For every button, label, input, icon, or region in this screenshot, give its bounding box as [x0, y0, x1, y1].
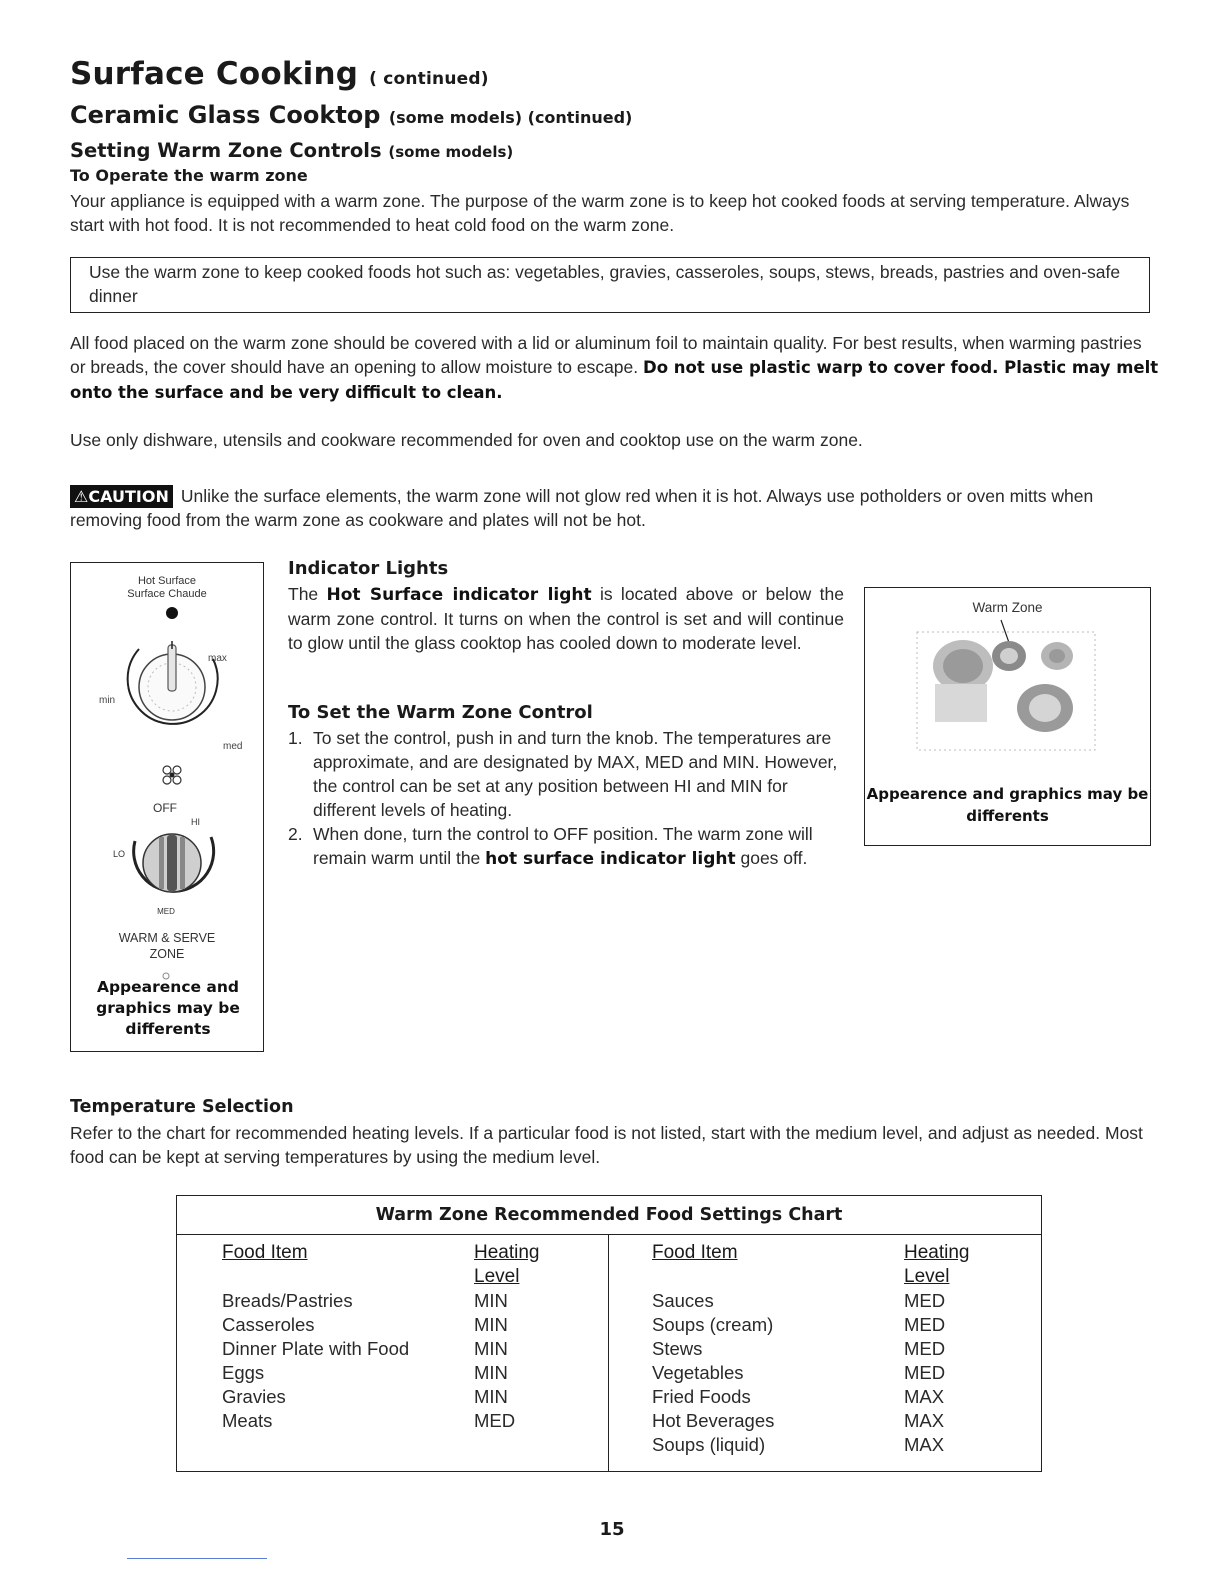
level-cell: MIN: [474, 1290, 508, 1311]
page-title-suffix: ( continued): [369, 69, 489, 89]
left-heating-header-1: Heating: [474, 1242, 540, 1263]
table-row: [222, 1361, 592, 1385]
step-1-text: To set the control, push in and turn the knob. The temperatures are approximate, and are designated by MAX, MED and MIN. However, the control can be set at any position between HI and MIN for different levels of heating.: [313, 728, 838, 820]
hi-label: HI: [191, 817, 200, 827]
food-cell: Gravies: [222, 1386, 286, 1407]
step-1: [288, 726, 844, 822]
food-cell: Casseroles: [222, 1314, 315, 1335]
level-cell: MIN: [474, 1338, 508, 1359]
warm-zone-diagram-box: [864, 587, 1151, 846]
food-cell: Fried Foods: [652, 1386, 751, 1407]
caution-badge: [70, 485, 173, 508]
zone-label-line2: ZONE: [149, 947, 185, 961]
subtitle-text: Ceramic Glass Cooktop: [70, 101, 381, 129]
food-cell: Meats: [222, 1410, 273, 1431]
footer-rule: [127, 1558, 267, 1559]
subtitle: [70, 101, 632, 129]
table-row: [652, 1361, 1022, 1385]
subsection-heading: To Operate the warm zone: [70, 166, 308, 185]
off-label: OFF: [153, 801, 177, 815]
chart-title: Warm Zone Recommended Food Settings Chart: [177, 1196, 1041, 1235]
table-row: [652, 1289, 1022, 1313]
table-row: [652, 1337, 1022, 1361]
right-column: [652, 1289, 1022, 1457]
food-cell: Dinner Plate with Food: [222, 1338, 410, 1359]
control-diagram-box: [70, 562, 264, 1052]
step-2-number: 2.: [288, 824, 303, 844]
med2-label: MED: [157, 907, 175, 916]
table-row: [652, 1433, 1022, 1457]
level-cell: MED: [904, 1314, 946, 1335]
table-row: [222, 1409, 592, 1433]
table-row: [222, 1313, 592, 1337]
hot-surface-label-fr: Surface Chaude: [127, 588, 207, 600]
zone-label: [71, 930, 263, 962]
food-cell: Hot Beverages: [652, 1410, 775, 1431]
food-cell: Soups (cream): [652, 1314, 774, 1335]
section-heading-suffix: (some models): [388, 143, 514, 161]
caution-text: Unlike the surface elements, the warm zone will not glow red when it is hot. Always use potholders or oven mitts when removing food from the warm zone as cookware and plates will not be hot.: [70, 486, 1094, 530]
indicator-post: is located above or below the warm zone control. It turns on when the control is set and will continue to glow until the glass cooktop has cooled down to moderate level.: [288, 584, 844, 653]
step-2: [288, 822, 844, 871]
step-2-text: [313, 822, 844, 871]
level-cell: MED: [904, 1290, 946, 1311]
step-1-number: 1.: [288, 728, 303, 748]
page-title: [70, 56, 489, 92]
hot-surface-label: [71, 575, 263, 601]
temperature-heading: Temperature Selection: [70, 1097, 294, 1117]
med-label: med: [223, 741, 243, 752]
level-cell: MIN: [474, 1386, 508, 1407]
cooktop-diagram: [915, 616, 1100, 756]
min-label: min: [99, 695, 116, 706]
set-control-heading: To Set the Warm Zone Control: [288, 702, 593, 723]
burner-icon: [935, 684, 987, 722]
knob-pointer-icon: [168, 645, 176, 691]
level-cell: MED: [904, 1338, 946, 1359]
food-cell: Vegetables: [652, 1362, 744, 1383]
page-title-text: Surface Cooking: [70, 56, 359, 92]
caution-paragraph: [70, 484, 1160, 532]
warning-icon: ⚠: [74, 487, 89, 506]
section-heading-text: Setting Warm Zone Controls: [70, 139, 382, 162]
food-cell: Sauces: [652, 1290, 714, 1311]
intro-paragraph: Your appliance is equipped with a warm zone. The purpose of the warm zone is to keep hot cooked foods at serving temperature. Always start with hot food. It is not recommended to heat cold food on the warm zone.: [70, 191, 1130, 235]
left-food-header: Food Item: [222, 1242, 308, 1263]
zone-label-line1: WARM & SERVE: [118, 931, 216, 945]
table-row: [652, 1409, 1022, 1433]
right-heating-header-1: Heating: [904, 1242, 970, 1263]
table-row: [652, 1313, 1022, 1337]
food-cell: Stews: [652, 1338, 703, 1359]
step-2-pre: When done, turn the control to OFF position. The warm zone will remain warm until the: [313, 824, 813, 868]
set-control-steps: [288, 726, 844, 871]
section-heading: [70, 139, 513, 162]
indicator-lights-text: [288, 582, 844, 655]
temperature-text: Refer to the chart for recommended heating levels. If a particular food is not listed, start with the medium level, and adjust as needed. Most food can be kept at serving temperatures by using the medium level.: [70, 1123, 1143, 1167]
small-element-icon: [160, 965, 172, 973]
settings-chart: [176, 1195, 1042, 1472]
indicator-pre: The: [288, 584, 327, 604]
max-label: max: [208, 653, 227, 664]
left-column: [222, 1289, 592, 1433]
right-diagram-caption: Appearence and graphics may be differents: [866, 785, 1149, 825]
indicator-lights-heading: Indicator Lights: [288, 558, 449, 579]
warm-zone-label: Warm Zone: [972, 600, 1043, 615]
table-row: [222, 1337, 592, 1361]
level-cell: MED: [904, 1362, 946, 1383]
subtitle-suffix: (some models) (continued): [388, 108, 633, 127]
table-row: [652, 1385, 1022, 1409]
level-cell: MIN: [474, 1314, 508, 1335]
caution-label: CAUTION: [88, 487, 169, 506]
right-food-header: Food Item: [652, 1242, 738, 1263]
level-cell: MAX: [904, 1434, 945, 1455]
right-heating-header-2: Level: [904, 1266, 950, 1287]
cover-text: All food placed on the warm zone should be covered with a lid or aluminum foil to maintain quality. For best results, when warming pastries or breads, the cover should have an opening to allow moisture to escape.: [70, 333, 1142, 377]
left-heating-header: [474, 1241, 540, 1289]
hot-surface-label-en: Hot Surface: [137, 575, 197, 587]
table-row: [222, 1385, 592, 1409]
level-cell: MAX: [904, 1410, 945, 1431]
cover-paragraph: [70, 331, 1160, 405]
level-cell: MAX: [904, 1386, 945, 1407]
table-row: [222, 1289, 592, 1313]
step-2-post: goes off.: [735, 848, 808, 868]
lo-label: LO: [113, 849, 126, 859]
knob-diagram: [71, 601, 263, 941]
element-position-icon: [163, 766, 181, 784]
step-2-bold: hot surface indicator light: [485, 849, 736, 869]
food-cell: Eggs: [222, 1362, 265, 1383]
left-heating-header-2: Level: [474, 1266, 520, 1287]
level-cell: MIN: [474, 1362, 508, 1383]
cover-warning: Do not use plastic warp to cover food. Plastic may melt onto the surface and be very difficult to clean.: [70, 358, 1159, 402]
right-heating-header: [904, 1241, 970, 1289]
food-cell: Soups (liquid): [652, 1434, 766, 1455]
chart-divider: [608, 1235, 609, 1471]
indicator-bold: Hot Surface indicator light: [326, 585, 592, 605]
page-number: 15: [599, 1519, 625, 1540]
note-box: Use the warm zone to keep cooked foods hot such as: vegetables, gravies, casseroles, soups, stews, breads, pastries and oven-safe dinner: [70, 257, 1150, 313]
dishware-paragraph: Use only dishware, utensils and cookware recommended for oven and cooktop use on the warm zone.: [70, 430, 863, 450]
left-diagram-caption: Appearence and graphics may be differents: [96, 978, 240, 1038]
food-cell: Breads/Pastries: [222, 1290, 353, 1311]
indicator-light-icon: [166, 607, 178, 619]
level-cell: MED: [474, 1410, 516, 1431]
